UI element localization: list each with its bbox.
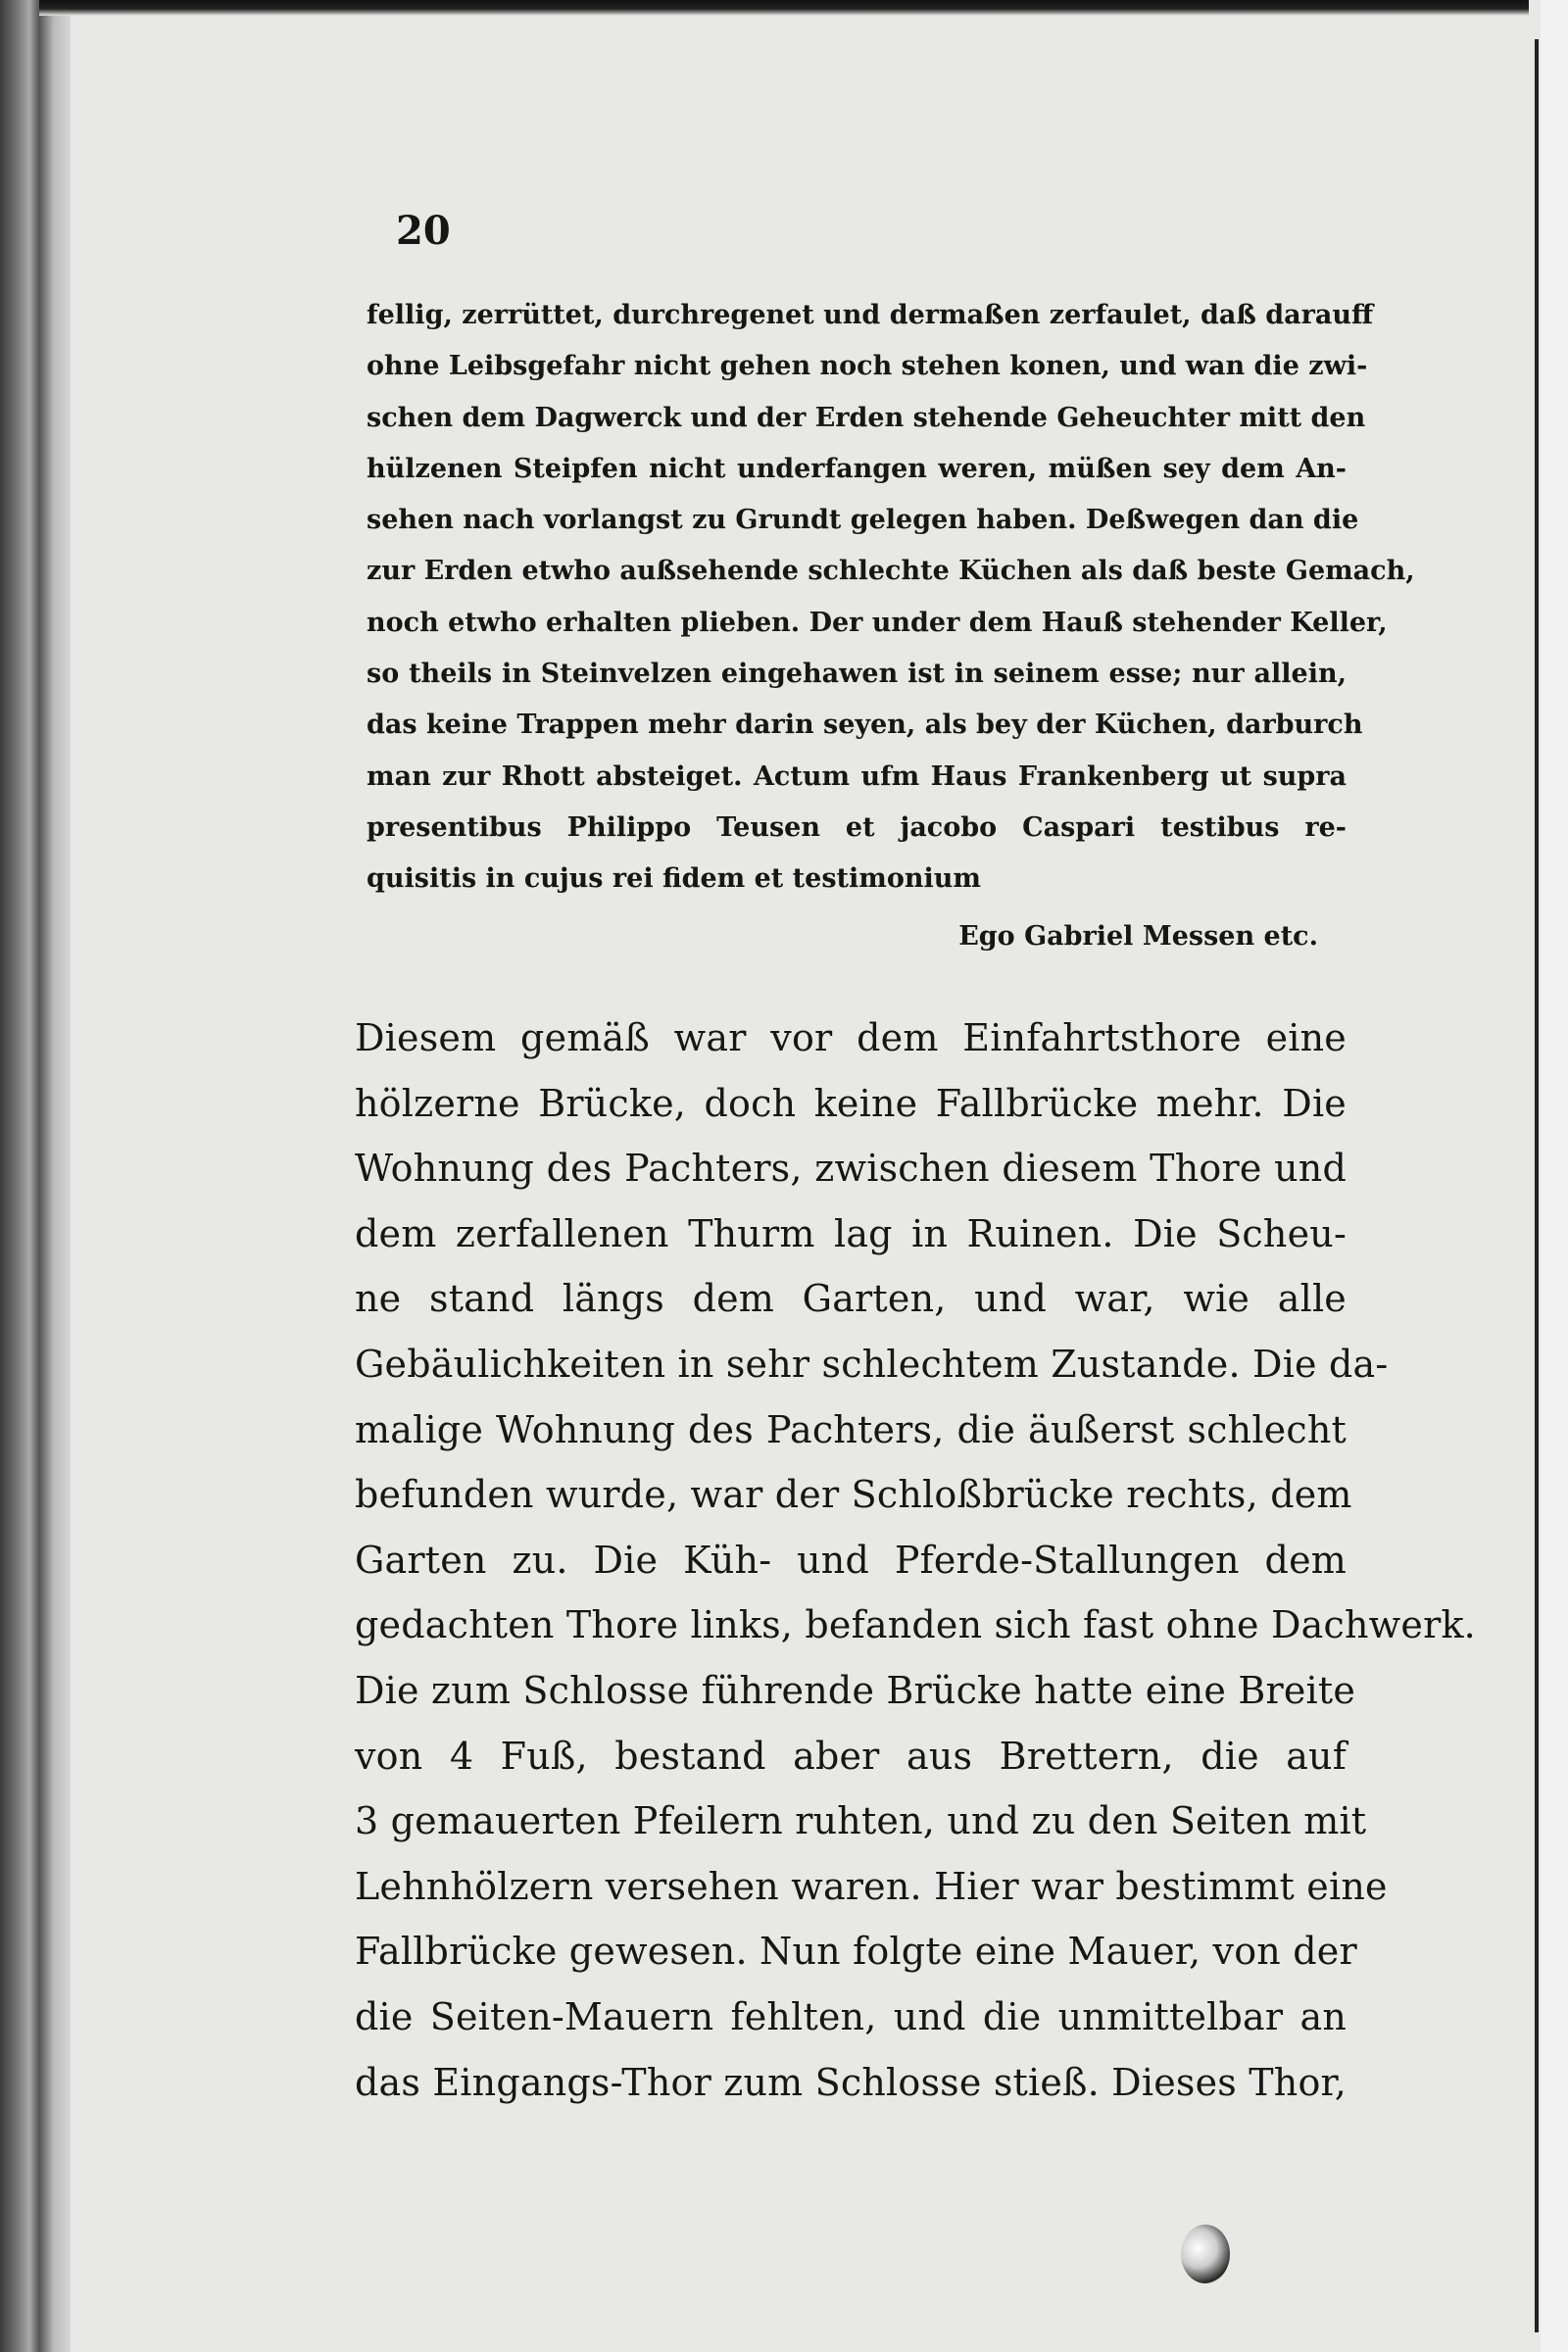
body-line: von 4 Fuß, bestand aber aus Brettern, die auf (355, 1734, 1347, 1778)
body-line: befunden wurde, war der Schloßbrücke rechts, dem (355, 1473, 1352, 1517)
body-line: Fallbrücke gewesen. Nun folgte eine Mauer, von der (355, 1930, 1357, 1974)
body-line: Gebäulichkeiten in sehr schlechtem Zustande. Die da- (355, 1342, 1389, 1386)
page-right-margin (1541, 0, 1568, 2352)
body-line: Lehnhölzern versehen waren. Hier war bestimmt eine (355, 1864, 1388, 1908)
page-number: 20 (396, 208, 451, 254)
body-line: malige Wohnung des Pachters, die äußerst schlecht (355, 1407, 1347, 1451)
quote-line: das keine Trappen mehr darin seyen, als bey der Küchen, darburch (367, 710, 1363, 741)
body-line: 3 gemauerten Pfeilern ruhten, und zu den Seiten mit (355, 1799, 1367, 1843)
scan-top-border (39, 0, 1529, 16)
quote-line: so theils in Steinvelzen eingehawen ist in seinem esse; nur allein, (367, 659, 1347, 690)
quote-signature: Ego Gabriel Messen etc. (958, 921, 1318, 952)
body-line: gedachten Thore links, befanden sich fast ohne Dachwerk. (355, 1603, 1476, 1647)
body-line: Wohnung des Pachters, zwischen diesem Thore und (355, 1147, 1347, 1191)
quote-line: sehen nach vorlangst zu Grundt gelegen haben. Deßwegen dan die (367, 505, 1359, 536)
quoted-document (367, 290, 1415, 906)
quote-line: zur Erden etwho außsehende schlechte Küchen als daß beste Gemach, (367, 556, 1415, 587)
body-line: ne stand längs dem Garten, und war, wie alle (355, 1277, 1347, 1321)
body-text (355, 1005, 1476, 2115)
scan-blemish (1181, 2225, 1230, 2283)
body-line: Die zum Schlosse führende Brücke hatte eine Breite (355, 1668, 1356, 1712)
book-binding-edge (0, 0, 71, 2352)
body-line: das Eingangs-Thor zum Schlosse stieß. Dieses Thor, (355, 2060, 1348, 2104)
quote-line: presentibus Philippo Teusen et jacobo Caspari testibus re- (367, 811, 1347, 843)
body-line: die Seiten-Mauern fehlten, und die unmittelbar an (355, 1994, 1347, 2038)
quote-line: schen dem Dagwerck und der Erden stehende Geheuchter mitt den (367, 402, 1366, 433)
quote-line: noch etwho erhalten plieben. Der under dem Hauß stehender Keller, (367, 607, 1388, 638)
quote-line: man zur Rhott absteiget. Actum ufm Haus Frankenberg ut supra (367, 760, 1347, 792)
body-line: Diesem gemäß war vor dem Einfahrtsthore eine (355, 1016, 1347, 1059)
quote-line: quisitis in cujus rei fidem et testimonium (367, 863, 981, 895)
page-right-edge-line (1535, 39, 1539, 2332)
body-line: dem zerfallenen Thurm lag in Ruinen. Die Scheu- (355, 1211, 1347, 1255)
quote-line: fellig, zerrüttet, durchregenet und dermaßen zerfaulet, daß darauff (367, 300, 1374, 330)
body-line: hölzerne Brücke, doch keine Fallbrücke mehr. Die (355, 1081, 1347, 1125)
quote-line: ohne Leibsgefahr nicht gehen noch stehen konen, und wan die zwi- (367, 351, 1368, 382)
body-line: Garten zu. Die Küh- und Pferde-Stallungen dem (355, 1538, 1347, 1582)
quote-line: hülzenen Steipfen nicht underfangen weren, müßen sey dem An- (367, 453, 1347, 484)
